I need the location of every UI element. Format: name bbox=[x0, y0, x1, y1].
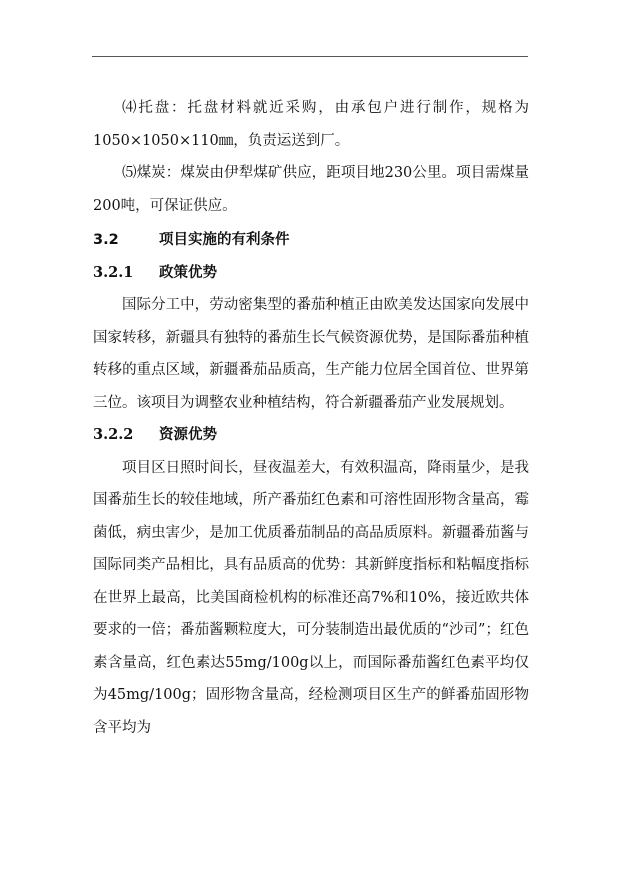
subsection-heading-resource bbox=[93, 419, 529, 452]
section-heading bbox=[93, 224, 529, 257]
paragraph-policy: 国际分工中，劳动密集型的番茄种植正由欧美发达国家向发展中国家转移，新疆具有独特的番茄生长气候资源优势，是国际番茄种植转移的重点区域，新疆番茄品质高，生产能力位居全国首位、世界第三位。该项目为调整农业种植结构，符合新疆番茄产业发展规划。 bbox=[93, 297, 529, 411]
paragraph-coal: ⑸煤炭：煤炭由伊犁煤矿供应，距项目地230公里。项目需煤量200吨，可保证供应。 bbox=[93, 165, 529, 214]
subsection-title: 政策优势 bbox=[159, 263, 217, 281]
section-number: 3.2 bbox=[93, 232, 119, 248]
subsection-heading-policy bbox=[93, 257, 529, 290]
subsection-title: 资源优势 bbox=[159, 426, 217, 443]
subsection-number: 3.2.2 bbox=[93, 426, 134, 443]
paragraph-pallet: ⑷托盘：托盘材料就近采购，由承包户进行制作，规格为1050×1050×110㎜，负责运送到厂。 bbox=[93, 100, 529, 149]
paragraph-resource: 项目区日照时间长，昼夜温差大，有效积温高，降雨量少，是我国番茄生长的较佳地域，所产番茄红色素和可溶性固形物含量高，霉菌低，病虫害少，是加工优质番茄制品的高品质原料。新疆番茄酱与国际同类产品相比，具有品质高的优势：其新鲜度指标和粘幅度指标在世界上最高，比美国商检机构的标准还高7%和10%，接近欧共体要求的一倍；番茄酱颗粒度大，可分装制造出最优质的“沙司”；红色素含量高，红色素达55mg/100g以上，而国际番茄酱红色素平均仅为45mg/100g；固形物含量高，经检测项目区生产的鲜番茄固形物含平均为 bbox=[93, 459, 529, 736]
header-rule bbox=[92, 56, 528, 57]
subsection-number: 3.2.1 bbox=[93, 263, 134, 281]
document-body bbox=[93, 92, 529, 744]
section-title: 项目实施的有利条件 bbox=[159, 232, 290, 248]
